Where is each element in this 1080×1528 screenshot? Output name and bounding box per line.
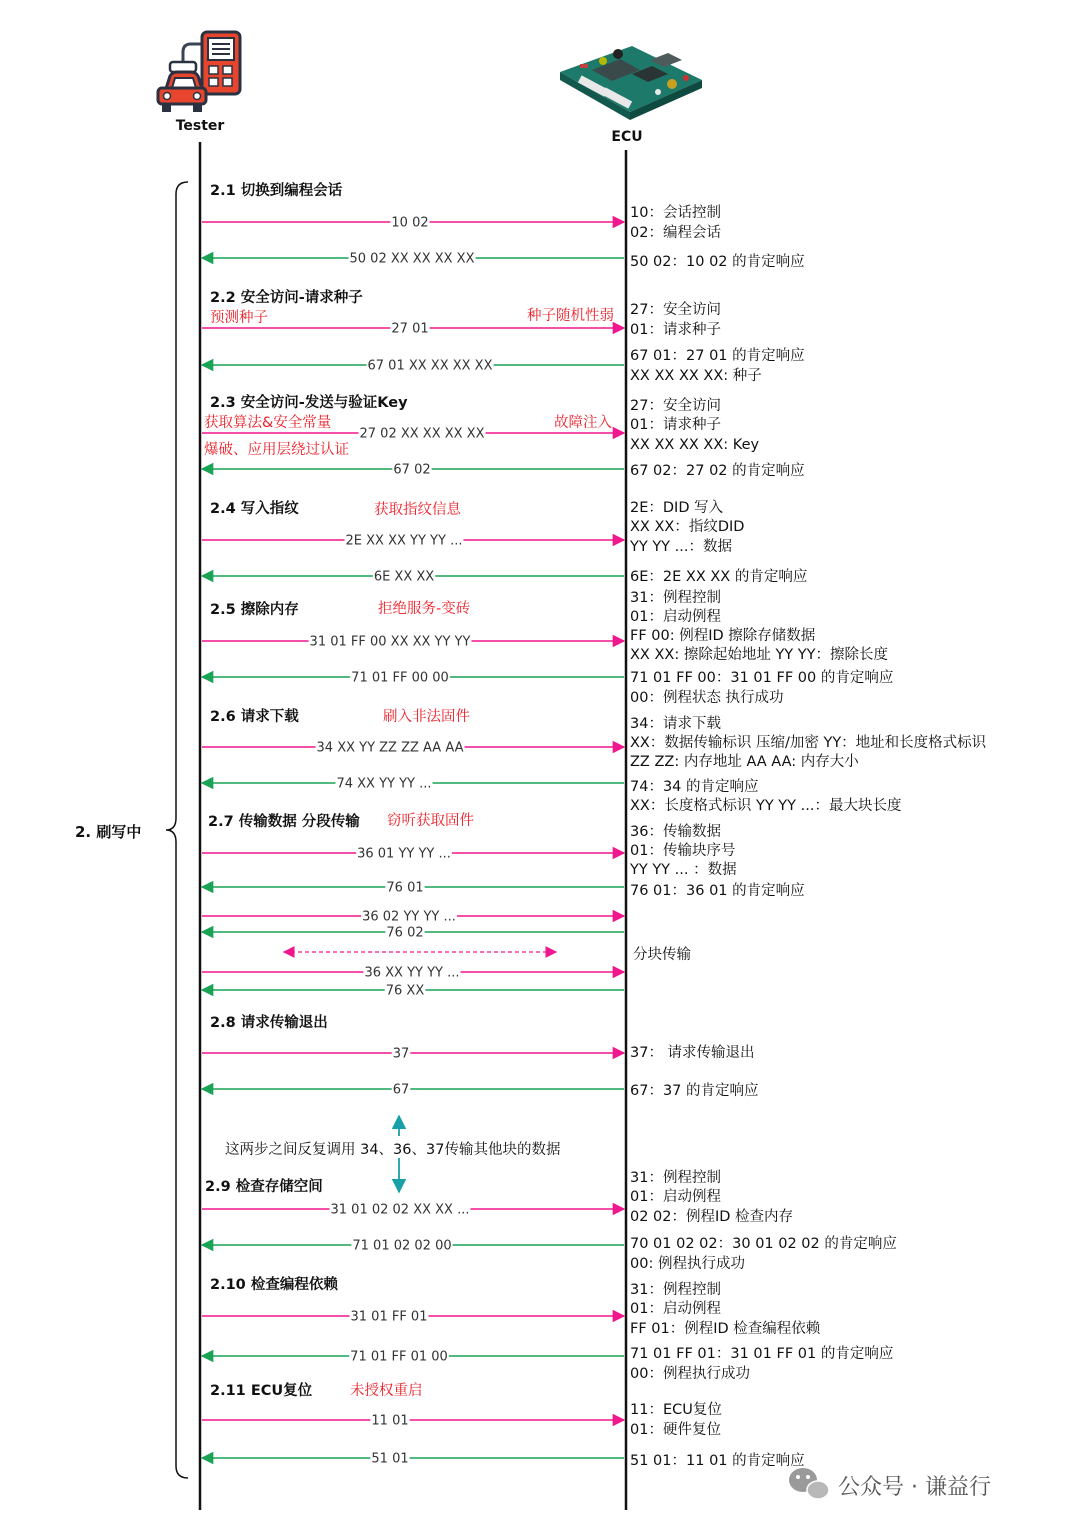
message-label: 76 01 (386, 880, 424, 896)
ecu-note: 27：安全访问 (630, 302, 721, 318)
message-label: 10 02 (391, 215, 429, 231)
section-title: 2.7 传输数据 分段传输 (208, 814, 360, 830)
ecu-note: XX XX: 擦除起始地址 YY YY：擦除长度 (630, 647, 888, 663)
ecu-note: 6E：2E XX XX 的肯定响应 (630, 569, 808, 585)
section-title: 2.10 检查编程依赖 (210, 1277, 338, 1293)
message-label: 74 XX YY YY ... (336, 776, 432, 792)
ecu-note: XX XX：指纹DID (630, 519, 745, 535)
wechat-icon (789, 1468, 829, 1499)
ecu-note: 01：请求种子 (630, 322, 721, 338)
ecu-note: 02 02：例程ID 检查内存 (630, 1209, 794, 1225)
attack-note: 种子随机性弱 (527, 308, 614, 324)
ecu-note: 76 01：36 01 的肯定响应 (630, 883, 805, 899)
ecu-notes (629, 204, 987, 1469)
ecu-note: 31：例程控制 (630, 590, 721, 606)
ecu-note: XX：数据传输标识 压缩/加密 YY：地址和长度格式标识 (630, 735, 987, 751)
ecu-note: 37： 请求传输退出 (630, 1045, 755, 1061)
tester-icon (158, 32, 240, 112)
ecu-note: 11：ECU复位 (630, 1402, 722, 1418)
ecu-note: 2E：DID 写入 (630, 500, 724, 516)
message-label: 51 01 (371, 1451, 409, 1467)
message-label: 67 01 XX XX XX XX (367, 358, 493, 374)
ecu-note: 01：传输块序号 (630, 843, 736, 859)
message-label: 71 01 02 02 00 (352, 1238, 452, 1254)
ecu-note: 34：请求下载 (630, 716, 721, 732)
message-label: 2E XX XX YY YY ... (345, 533, 463, 549)
phase-label: 2. 刷写中 (75, 823, 142, 841)
message-label: 6E XX XX (373, 569, 435, 585)
message-label: 36 02 YY YY ... (362, 909, 456, 925)
ecu-note: 02：编程会话 (630, 225, 721, 241)
message-label: 71 01 FF 01 00 (350, 1349, 448, 1365)
message-label: 67 02 (393, 462, 431, 478)
ecu-note: 01：请求种子 (630, 417, 721, 433)
attack-note: 未授权重启 (350, 1383, 423, 1399)
section-title: 2.9 检查存储空间 (205, 1179, 323, 1195)
attack-note: 刷入非法固件 (383, 709, 470, 725)
message-label: 76 XX (385, 983, 425, 999)
ecu-note: 分块传输 (633, 947, 691, 963)
ecu-board-icon (560, 46, 702, 120)
message-label: 31 01 02 02 XX XX ... (330, 1202, 470, 1218)
message-label: 31 01 FF 00 XX XX YY YY (309, 634, 471, 650)
ecu-note: 74：34 的肯定响应 (630, 779, 759, 795)
attack-note: 拒绝服务-变砖 (378, 601, 471, 617)
section-title: 2.4 写入指纹 (210, 501, 299, 517)
ecu-note: XX XX XX XX: 种子 (630, 368, 762, 384)
loop-note: 这两步之间反复调用 34、36、37传输其他块的数据 (225, 1142, 561, 1158)
ecu-note: 00：例程状态 执行成功 (630, 690, 784, 706)
section-title: 2.5 擦除内存 (210, 602, 299, 618)
section-title: 2.11 ECU复位 (210, 1383, 313, 1399)
ecu-note: 01：启动例程 (630, 1301, 721, 1317)
ecu-note: FF 00: 例程ID 擦除存储数据 (630, 628, 816, 644)
ecu-label: ECU (611, 129, 643, 145)
ecu-note: 01：启动例程 (630, 1189, 721, 1205)
attack-note: 预测种子 (210, 310, 268, 326)
attack-note: 故障注入 (554, 415, 612, 431)
ecu-note: ZZ ZZ: 内存地址 AA AA: 内存大小 (630, 754, 859, 770)
message-label: 50 02 XX XX XX XX (349, 251, 475, 267)
ecu-note: 27：安全访问 (630, 398, 721, 414)
ecu-note: 01：启动例程 (630, 609, 721, 625)
ecu-note: 00：例程执行成功 (630, 1366, 750, 1382)
message-label: 11 01 (371, 1413, 409, 1429)
message-label: 36 XX YY YY ... (364, 965, 460, 981)
ecu-note: 70 01 02 02：30 01 02 02 的肯定响应 (630, 1236, 897, 1252)
ecu-note: XX XX XX XX: Key (630, 437, 760, 453)
phase-brace (166, 182, 188, 1478)
section-title: 2.8 请求传输退出 (210, 1015, 328, 1031)
watermark-text: 公众号 · 谦益行 (838, 1475, 991, 1500)
ecu-note: 51 01：11 01 的肯定响应 (630, 1453, 805, 1469)
section-title: 2.6 请求下载 (210, 709, 299, 725)
ecu-note: 67 02：27 02 的肯定响应 (630, 463, 805, 479)
message-label: 71 01 FF 00 00 (351, 670, 449, 686)
ecu-note: 31：例程控制 (630, 1170, 721, 1186)
ecu-note: 00: 例程执行成功 (630, 1256, 745, 1272)
message-label: 67 (392, 1082, 410, 1098)
attack-note: 窃听获取固件 (387, 813, 474, 829)
ecu-note: 67：37 的肯定响应 (630, 1083, 759, 1099)
ecu-note: 71 01 FF 00：31 01 FF 00 的肯定响应 (630, 670, 894, 686)
ecu-note: 67 01：27 01 的肯定响应 (630, 348, 805, 364)
section-title: 2.2 安全访问-请求种子 (210, 290, 363, 306)
section-title: 2.3 安全访问-发送与验证Key (210, 395, 408, 411)
message-label: 37 (392, 1046, 410, 1062)
message-label: 34 XX YY ZZ ZZ AA AA (316, 740, 464, 756)
attack-note: 获取指纹信息 (374, 502, 461, 518)
ecu-note: 10：会话控制 (630, 205, 721, 221)
message-label: 36 01 YY YY ... (357, 846, 451, 862)
ecu-note: 50 02：10 02 的肯定响应 (630, 254, 805, 270)
tester-label: Tester (175, 118, 225, 134)
attack-note: 获取算法&安全常量 (204, 415, 332, 431)
ecu-note: YY YY ... ：数据 (630, 862, 737, 878)
message-label: 27 02 XX XX XX XX (359, 426, 485, 442)
attack-note: 爆破、应用层绕过认证 (204, 442, 349, 458)
ecu-note: YY YY ...：数据 (630, 539, 732, 555)
message-label: 27 01 (391, 321, 429, 337)
message-label: 76 02 (386, 925, 424, 941)
ecu-note: 71 01 FF 01：31 01 FF 01 的肯定响应 (630, 1346, 894, 1362)
ecu-note: 01：硬件复位 (630, 1422, 721, 1438)
message-label: 31 01 FF 01 (350, 1309, 428, 1325)
section-title: 2.1 切换到编程会话 (210, 183, 343, 199)
ecu-note: 31：例程控制 (630, 1282, 721, 1298)
ecu-note: 36：传输数据 (630, 824, 721, 840)
ecu-note: FF 01：例程ID 检查编程依赖 (630, 1321, 821, 1337)
ecu-note: XX：长度格式标识 YY YY ...：最大块长度 (630, 798, 902, 814)
